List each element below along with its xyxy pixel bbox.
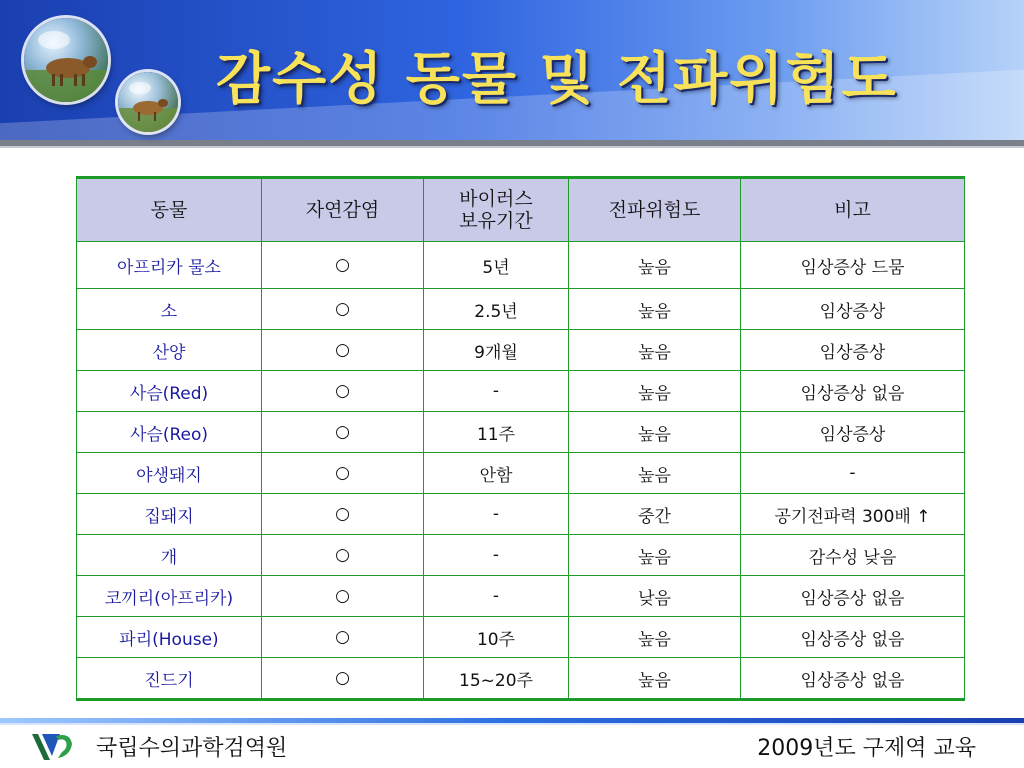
header-divider-light [0,146,1024,148]
header-virus-carrier-period [424,178,569,242]
cell-natural-infection: ○ [262,494,424,535]
cell-animal: 사슴(Red) [77,371,262,412]
cell-transmission-risk: 높음 [569,412,741,453]
cell-animal: 집돼지 [77,494,262,535]
cell-remarks: 임상증상 [741,289,965,330]
cell-remarks: 임상증상 없음 [741,371,965,412]
header-remarks: 비고 [741,178,965,242]
cell-remarks: - [741,453,965,494]
header-animal: 동물 [77,178,262,242]
table-row [77,412,965,453]
table-header-row [77,178,965,242]
cell-natural-infection: ○ [262,330,424,371]
cell-remarks: 감수성 낮음 [741,535,965,576]
table-row [77,371,965,412]
cell-natural-infection: ○ [262,412,424,453]
cell-animal: 사슴(Reo) [77,412,262,453]
cell-remarks: 임상증상 없음 [741,658,965,700]
cell-transmission-risk: 높음 [569,617,741,658]
organization-name: 국립수의과학검역원 [96,736,288,761]
cell-natural-infection: ○ [262,535,424,576]
cell-animal: 아프리카 물소 [77,242,262,289]
cell-natural-infection: ○ [262,371,424,412]
cell-animal: 야생돼지 [77,453,262,494]
cell-animal: 개 [77,535,262,576]
cell-carrier-period: - [424,371,569,412]
table-row [77,330,965,371]
cell-animal: 코끼리(아프리카) [77,576,262,617]
table-row [77,576,965,617]
cell-animal: 진드기 [77,658,262,700]
slide-title: 감수성 동물 및 전파위험도 [216,47,898,112]
cell-transmission-risk: 높음 [569,535,741,576]
cell-carrier-period: - [424,535,569,576]
cell-remarks: 임상증상 [741,330,965,371]
cell-remarks: 임상증상 없음 [741,617,965,658]
cell-transmission-risk: 높음 [569,453,741,494]
cell-transmission-risk: 높음 [569,289,741,330]
cell-animal: 소 [77,289,262,330]
cell-transmission-risk: 높음 [569,658,741,700]
cattle-globe-icon [24,18,108,102]
animal-risk-table-container [76,176,964,701]
cell-carrier-period: 15~20주 [424,658,569,700]
header-line-0: 바이러스 [459,188,533,210]
cell-transmission-risk: 중간 [569,494,741,535]
event-name: 2009년도 구제역 교육 [757,736,976,761]
table-row [77,289,965,330]
cell-transmission-risk: 높음 [569,330,741,371]
cell-transmission-risk: 높음 [569,242,741,289]
cell-animal: 파리(House) [77,617,262,658]
cell-carrier-period: 11주 [424,412,569,453]
cell-remarks: 임상증상 없음 [741,576,965,617]
cell-transmission-risk: 높음 [569,371,741,412]
header-line-1: 보유기간 [459,210,533,232]
table-row [77,658,965,700]
cell-carrier-period: 안함 [424,453,569,494]
cell-carrier-period: 10주 [424,617,569,658]
cell-remarks: 임상증상 드뭄 [741,242,965,289]
cell-carrier-period: 5년 [424,242,569,289]
table-body [77,242,965,700]
cell-natural-infection: ○ [262,617,424,658]
table-row [77,453,965,494]
table-row [77,617,965,658]
table-row [77,494,965,535]
cell-natural-infection: ○ [262,453,424,494]
cell-natural-infection: ○ [262,289,424,330]
table-row [77,535,965,576]
cell-remarks: 공기전파력 300배 ↑ [741,494,965,535]
header-natural-infection: 자연감염 [262,178,424,242]
cell-natural-infection: ○ [262,576,424,617]
cell-remarks: 임상증상 [741,412,965,453]
cell-carrier-period: - [424,494,569,535]
header-virus-carrier-period-text [459,188,532,232]
table-row [77,242,965,289]
cell-transmission-risk: 낮음 [569,576,741,617]
cell-animal: 산양 [77,330,262,371]
header-transmission-risk: 전파위험도 [569,178,741,242]
animal-risk-table [76,176,965,701]
cell-carrier-period: 2.5년 [424,289,569,330]
vq-logo-icon [30,730,74,764]
cell-carrier-period: 9개월 [424,330,569,371]
cattle-globe-small-icon [118,72,178,132]
cell-carrier-period: - [424,576,569,617]
cell-natural-infection: ○ [262,658,424,700]
cell-natural-infection: ○ [262,242,424,289]
footer-divider-light [0,723,1024,725]
